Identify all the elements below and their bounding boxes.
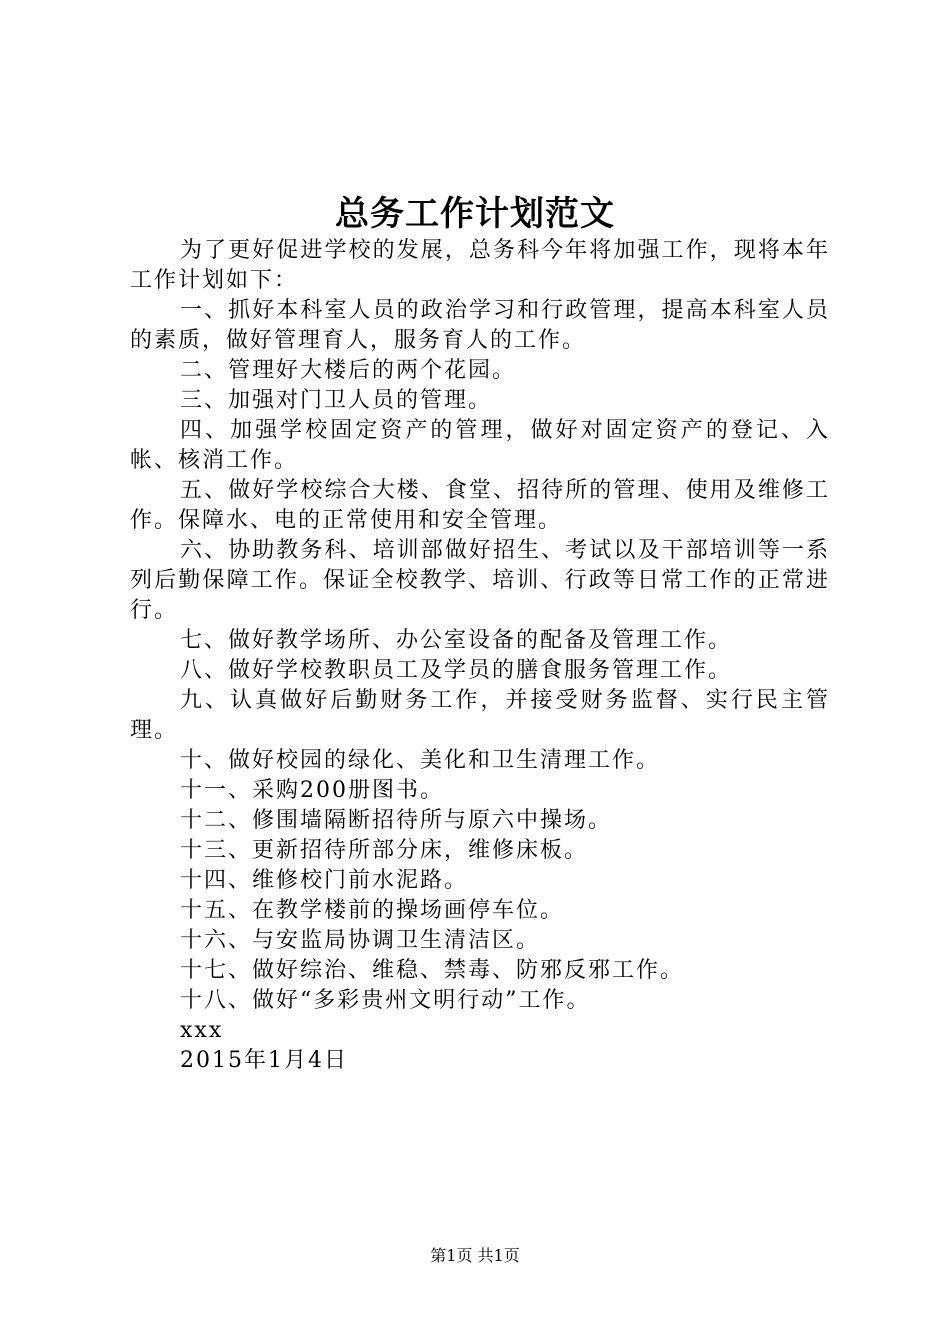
paragraph-item-13: 十三、更新招待所部分床，维修床板。 [180, 838, 589, 863]
document-title: 总务工作计划范文 [335, 194, 615, 234]
paragraph-item-15: 十五、在教学楼前的操场画停车位。 [180, 898, 565, 923]
paragraph-item-1: 一、抓好本科室人员的政治学习和行政管理，提高本科室人员的素质，做好管理育人，服务育人的工作。 [130, 298, 830, 353]
paragraph-item-7: 七、做好教学场所、办公室设备的配备及管理工作。 [180, 628, 733, 653]
paragraph-item-14: 十四、维修校门前水泥路。 [180, 868, 469, 893]
paragraph-item-9: 九、认真做好后勤财务工作，并接受财务监督、实行民主管理。 [130, 688, 830, 743]
paragraph-item-4: 四、加强学校固定资产的管理，做好对固定资产的登记、入帐、核消工作。 [130, 418, 830, 473]
paragraph-item-5: 五、做好学校综合大楼、食堂、招待所的管理、使用及维修工作。保障水、电的正常使用和安全管理。 [130, 478, 830, 533]
signature: xxx [180, 1018, 224, 1043]
paragraph-item-2: 二、管理好大楼后的两个花园。 [180, 358, 517, 383]
paragraph-item-10: 十、做好校园的绿化、美化和卫生清理工作。 [180, 748, 661, 773]
document-date: 2015年1月4日 [180, 1048, 348, 1073]
paragraph-item-17: 十七、做好综治、维稳、禁毒、防邪反邪工作。 [180, 958, 685, 983]
paragraph-item-16: 十六、与安监局协调卫生清洁区。 [180, 928, 541, 953]
paragraph-item-8: 八、做好学校教职员工及学员的膳食服务管理工作。 [180, 658, 733, 683]
page-footer: 第1页 共1页 [430, 1246, 520, 1265]
paragraph-item-18: 十八、做好“多彩贵州文明行动”工作。 [180, 988, 591, 1013]
paragraph-item-3: 三、加强对门卫人员的管理。 [180, 388, 493, 413]
paragraph-item-6: 六、协助教务科、培训部做好招生、考试以及干部培训等一系列后勤保障工作。保证全校教学、培训、行政等日常工作的正常进行。 [130, 538, 830, 623]
document-body [130, 236, 830, 1076]
paragraph-item-12: 十二、修围墙隔断招待所与原六中操场。 [180, 808, 613, 833]
paragraph-item-11: 十一、采购200册图书。 [180, 778, 444, 803]
paragraph-intro: 为了更好促进学校的发展，总务科今年将加强工作，现将本年工作计划如下： [130, 238, 830, 293]
